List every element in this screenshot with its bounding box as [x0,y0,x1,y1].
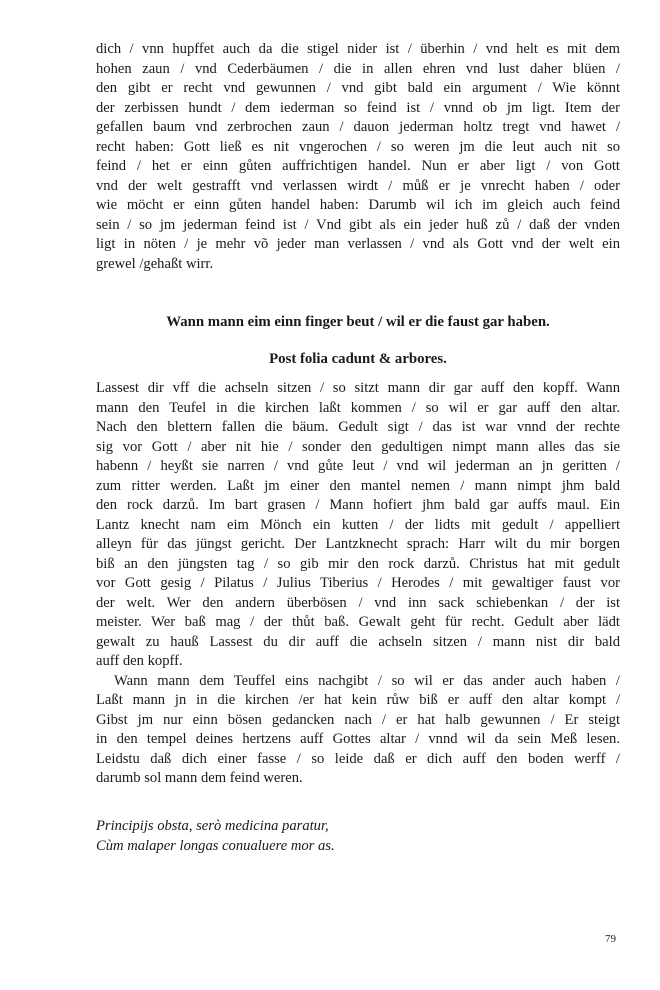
text-line: darumb sol mann dem feind weren. [96,770,303,786]
text-line: gefallen baum vnd zerbrochen zaun / dauon jederman holtz tregt vnd hawet / [96,119,620,135]
text-line: mann den Teufel in die kirchen laßt kommen / so wil er gar auff den altar. [96,399,620,416]
text-line: vor Gott gesig / Pilatus / Julius Tiberius / Herodes / mit gewaltiger faust vor [96,575,620,591]
text-line: Lantz knecht nam eim Mönch ein kutten / der lidts mit gedult / appelliert [96,516,620,533]
text-line: hohen zaun / vnd Cederbäumen / die in allen ehren vnd lust daher blüen / [96,60,620,77]
text-line: habenn / heyßt sie narren / vnd gůte leut / vnd wil jederman an jn geritten / [96,458,620,474]
text-line: meister. Wer baß mag / der thůt baß. Gewalt geht für recht. Gedult aber lädt [96,614,620,630]
text-line: feind / het er einn gůten auffrichtigen handel. Nun er aber ligt / von Gott [96,158,620,174]
text-line: in den tempel deines hertzens auff Gottes altar / vnnd wil da sein Meß lesen. [96,731,620,747]
text-line: der welt. Wer den andern überbösen / vnd inn sack schiebenkan / der ist [96,594,620,611]
text-line: Gibst jm nur einn bösen gedancken nach / er hat halb gewunnen / Er steigt [96,711,620,728]
paragraph-2 [96,379,620,789]
verse-line: Cùm malaper longas conualuere mor as. [96,837,335,854]
verse-line: Principijs obsta, serò medicina paratur, [96,818,329,834]
text-line: den rock darzů. Im bart grasen / Mann hofiert jhm bald gar auffs maul. Ein [96,497,620,513]
latin-heading: Post folia cadunt & arbores. [269,351,447,367]
text-line: grewel /gehaßt wirr. [96,255,214,272]
text-line: Wann mann dem Teuffel eins nachgibt / so wil er das ander auch haben / [114,672,620,689]
text-line: Nach den blettern fallen die bäum. Gedult sigt / das ist war vnnd der rechte [96,419,620,435]
paragraph-1 [96,40,620,274]
text-line: Leidstu daß dich einer fasse / so leide daß er dich auff den boden werff / [96,750,620,767]
latin-verse [96,817,620,856]
page-number: 79 [605,933,616,945]
text-line: Lassest dir vff die achseln sitzen / so sitzt mann dir gar auff den kopff. Wann [96,380,620,396]
text-line: zum ritter werden. Laßt jm einer den mantel nemen / mann nimpt jhm bald [96,477,620,494]
text-line: auff den kopff. [96,653,183,669]
text-line: ligt in nöten / je mehr võ jeder man verlassen / vnd als Gott vnd der welt ein [96,236,620,252]
text-line: alleyn für das jüngst gericht. Der Lantzknecht sprach: Harr wilt du mir borgen [96,536,620,552]
text-line: vnd der welt gestrafft vnd verlassen wirdt / můß er je vnrecht haben / oder [96,177,620,194]
text-line: recht haben: Gott ließ es nit vngerochen / so weren jm die leut auch nit so [96,138,620,155]
text-line: dich / vnn hupffet auch da die stigel nider ist / überhin / vnd helt es mit dem [96,41,620,57]
text-line: wie möcht er einn gůten handel haben: Darumb wil ich im gleich auch feind [96,197,620,213]
text-line: biß an den jüngsten tag / so gib mir den rock darzů. Christus hat mit gedult [96,555,620,572]
text-line: den gibt er recht vnd gewunnen / vnd gibt bald ein argument / Wie könnt [96,80,620,96]
text-line: sein / so jm jederman feind ist / Vnd gibt als ein jeder huß zů / daß der vnden [96,216,620,233]
text-line: gewalt zu hauß Lassest du dir auff die achseln sitzen / mann nist dir bald [96,633,620,650]
text-line: der zerbissen hundt / dem iederman so feind ist / vnnd ob jm ligt. Item der [96,99,620,116]
section-heading: Wann mann eim einn finger beut / wil er die faust gar haben. [166,314,550,330]
text-line: sig vor Gott / aber nit hie / sonder den gedultigen nimpt mann alles das sie [96,438,620,455]
text-line: Laßt mann jn in die kirchen /er hat kein růw biß er auff den altar kompt / [96,692,620,708]
